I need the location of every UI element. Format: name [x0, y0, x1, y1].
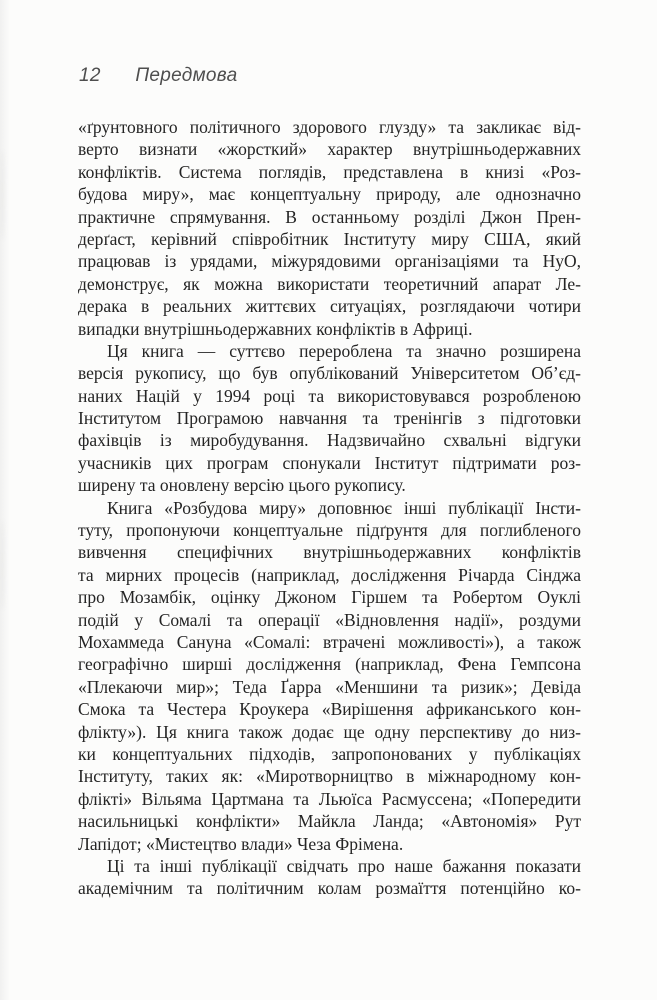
text-line: «ґрунтовного політичного здорового глузду» та закликає від- — [78, 117, 581, 137]
text-line: насильницькі конфлікти» Майкла Ланда; «Автономія» Рут — [78, 811, 581, 832]
text-line: подій у Сомалі та операції «Відновлення надії», роздуми — [78, 609, 581, 630]
text-line: Смока та Честера Кроукера «Вирішення африканського кон- — [78, 699, 581, 720]
text-line: практичне спрямування. В останньому розділі Джон Прен- — [78, 206, 581, 227]
page-header — [79, 64, 237, 88]
text-line: Книга «Розбудова миру» доповнює інші публікації Інсти- — [107, 497, 581, 518]
text-line: ширену та оновлену версію цього рукопису. — [78, 475, 406, 496]
text-line: туту, пропонуючи концептуальне підґрунтя для поглибленого — [78, 520, 581, 541]
text-line: вивчення специфічних внутрішньодержавних конфліктів — [78, 542, 581, 563]
text-line: географічно ширші дослідження (наприклад, Фена Гемпсона — [78, 654, 581, 675]
text-line: верто визнати «жорсткий» характер внутрішньодержавних — [78, 139, 581, 160]
scan-edge-shadow — [0, 0, 10, 1000]
text-line: академічним та політичним колам розмаїття потенційно ко- — [78, 878, 581, 899]
scan-smudge-artifact — [0, 150, 5, 240]
text-line: Мохаммеда Сануна «Сомалі: втрачені можливості»), а також — [78, 631, 581, 652]
running-title: Передмова — [135, 65, 238, 86]
text-line: про Мозамбік, оцінку Джоном Гіршем та Робертом Оуклі — [78, 587, 581, 608]
text-line: конфліктів. Система поглядів, представлена в книзі «Роз- — [78, 161, 581, 182]
text-line: версія рукопису, що був опублікований Університетом Об’єд- — [78, 363, 581, 384]
text-line: Інституту, таких як: «Миротворництво в міжнародному кон- — [78, 766, 581, 787]
text-line: демонструє, як можна використати теоретичний апарат Ле- — [78, 273, 581, 294]
text-line: учасників цих програм спонукали Інститут підтримати роз- — [78, 452, 581, 473]
text-line: ки концептуальних підходів, запропонованих у публікаціях — [78, 743, 581, 764]
page-number: 12 — [79, 65, 101, 86]
text-line: флікту»). Ця книга також додає ще одну перспективу до низ- — [78, 721, 581, 742]
text-line: та мирних процесів (наприклад, дослідження Річарда Сінджа — [78, 564, 581, 585]
text-line: «Плекаючи мир»; Теда Ґарра «Меншини та ризик»; Девіда — [78, 676, 581, 697]
text-line: дерґаст, керівний співробітник Інституту миру США, який — [78, 228, 581, 249]
text-line: Ця книга — суттєво перероблена та значно розширена — [107, 340, 581, 361]
text-line: Інститутом Програмою навчання та тренінгів з підготовки — [78, 408, 581, 429]
text-line: флікті» Вільяма Цартмана та Льюїса Расмуссена; «Попередити — [78, 788, 581, 809]
text-line: працював із урядами, міжурядовими організаціями та НуО, — [78, 251, 581, 272]
text-line: Лапідот; «Мистецтво влади» Чеза Фрімена. — [78, 833, 404, 854]
text-line: фахівців із миробудування. Надзвичайно схвальні відгуки — [78, 430, 581, 451]
text-line: дерака в реальних життєвих ситуаціях, розглядаючи чотири — [78, 296, 581, 317]
body-text — [78, 116, 581, 900]
scan-smudge-artifact — [0, 520, 5, 610]
text-line: Ці та інші публікації свідчать про наше бажання показати — [107, 855, 581, 876]
text-line: випадки внутрішньодержавних конфліктів в Африці. — [78, 318, 473, 339]
text-line: будова миру», має концептуальну природу, але однозначно — [78, 184, 581, 205]
text-line: наних Націй у 1994 році та використовувався розробленою — [78, 385, 581, 406]
